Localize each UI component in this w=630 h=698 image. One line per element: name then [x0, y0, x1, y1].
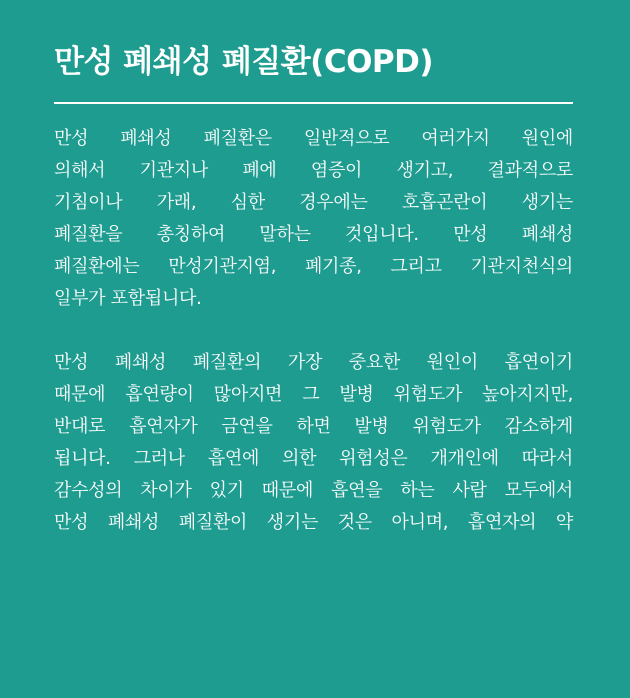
text-line: 만성 폐쇄성 폐질환은 일반적으로 여러가지 원인에	[54, 128, 573, 149]
text-line: 됩니다. 그러나 흡연에 의한 위험성은 개개인에 따라서	[54, 448, 573, 469]
text-line: 일부가 포함됩니다.	[54, 288, 202, 309]
text-line: 만성 폐쇄성 폐질환이 생기는 것은 아니며, 흡연자의 약	[54, 512, 573, 533]
text-line: 반대로 흡연자가 금연을 하면 발병 위험도가 감소하게	[54, 416, 573, 437]
text-line: 폐질환을 총칭하여 말하는 것입니다. 만성 폐쇄성	[54, 224, 573, 245]
page-title: 만성 폐쇄성 폐질환(COPD)	[54, 44, 434, 80]
paragraph-definition	[54, 123, 573, 315]
text-line: 만성 폐쇄성 폐질환의 가장 중요한 원인이 흡연이기	[54, 352, 573, 373]
text-line: 폐질환에는 만성기관지염, 폐기종, 그리고 기관지천식의	[54, 256, 573, 277]
paragraph-causes	[54, 347, 573, 539]
text-line: 감수성의 차이가 있기 때문에 흡연을 하는 사람 모두에서	[54, 480, 573, 501]
text-line: 의해서 기관지나 폐에 염증이 생기고, 결과적으로	[54, 160, 573, 181]
text-line: 기침이나 가래, 심한 경우에는 호흡곤란이 생기는	[54, 192, 573, 213]
title-divider	[54, 102, 573, 104]
text-line: 때문에 흡연량이 많아지면 그 발병 위험도가 높아지지만,	[54, 384, 573, 405]
